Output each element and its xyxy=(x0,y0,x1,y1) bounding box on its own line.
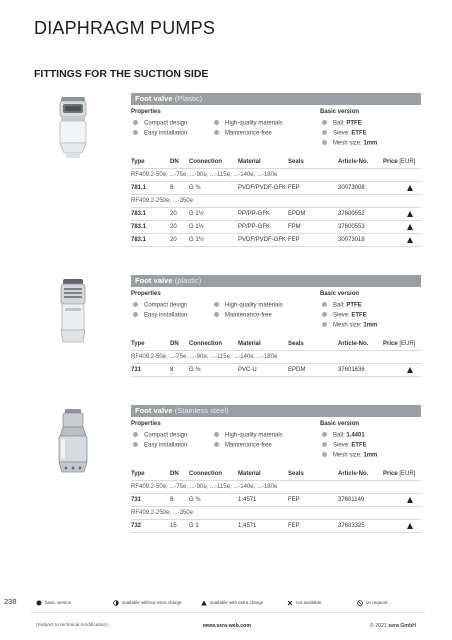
foot-valve-plastic-image-2 xyxy=(48,278,98,348)
table-row xyxy=(131,494,421,507)
basic-item: Ball: 1.4401 xyxy=(322,432,365,439)
cell-type: 732 xyxy=(131,523,142,529)
legend-basic: basic version xyxy=(36,600,71,606)
basic-item: Ball: PTFE xyxy=(322,302,362,309)
feature-item: Compact design xyxy=(133,302,187,309)
bullet-icon xyxy=(214,120,219,125)
availability-triangle-icon xyxy=(407,237,413,243)
cell-connection: G 1 xyxy=(189,523,199,529)
cell-article: 37600552 xyxy=(338,211,365,217)
basic-version-heading: Basic version xyxy=(320,421,360,427)
availability-triangle-icon xyxy=(407,523,413,529)
cell-connection: G ⅜ xyxy=(189,367,201,373)
availability-triangle-icon xyxy=(407,224,413,230)
cell-material: PVC-U xyxy=(238,367,257,373)
bullet-icon xyxy=(322,302,327,307)
foot-valve-plastic-image xyxy=(48,96,98,162)
cell-dn: 8 xyxy=(170,185,174,191)
section-title: FITTINGS FOR THE SUCTION SIDE xyxy=(34,68,209,80)
triangle-icon xyxy=(201,600,207,606)
basic-item: Ball: PTFE xyxy=(322,120,362,127)
availability-triangle-icon xyxy=(407,185,413,191)
feature-item: Maintenance-free xyxy=(214,312,272,319)
article-table xyxy=(131,468,421,533)
basic-version-heading: Basic version xyxy=(320,291,360,297)
column-header-dn: DN xyxy=(170,159,179,165)
product-name: Foot valve xyxy=(135,94,173,103)
legend-without-charge: available without extra charge xyxy=(113,600,182,606)
bullet-icon xyxy=(214,302,219,307)
bullet-icon xyxy=(322,322,327,327)
cell-connection: G 1½ xyxy=(189,237,204,243)
cell-type: 731 xyxy=(131,367,142,373)
cell-connection: G ⅜ xyxy=(189,185,201,191)
table-row xyxy=(131,182,421,195)
bullet-icon xyxy=(133,120,138,125)
feature-item: High-quality materials xyxy=(214,120,283,127)
table-header-row xyxy=(131,338,421,351)
bullet-icon xyxy=(133,130,138,135)
feature-item: Easy installation xyxy=(133,130,187,137)
bullet-icon xyxy=(214,442,219,447)
cell-seals: FPM xyxy=(288,224,301,230)
page-number: 238 xyxy=(4,597,17,606)
feature-item: Maintenance-free xyxy=(214,442,272,449)
bullet-icon xyxy=(214,130,219,135)
column-header-article: Article-No. xyxy=(338,341,369,347)
column-header-seals: Seals xyxy=(288,159,304,165)
basic-item: Mesh size: 1mm xyxy=(322,322,377,329)
cell-seals: FEP xyxy=(288,497,300,503)
column-header-price: Price [EUR] xyxy=(383,341,416,347)
cell-seals: FEP xyxy=(288,523,300,529)
cell-dn: 20 xyxy=(170,211,177,217)
cell-article: 37600553 xyxy=(338,224,365,230)
table-row xyxy=(131,520,421,533)
legend-with-charge: available with extra charge xyxy=(201,600,263,606)
bullet-icon xyxy=(322,432,327,437)
cell-connection: G 1½ xyxy=(189,224,204,230)
cell-article: 37601149 xyxy=(338,497,365,503)
copyright: © 2021 sera GmbH xyxy=(370,623,416,629)
availability-triangle-icon xyxy=(407,211,413,217)
cell-material: PVDF/PVDF-GFK xyxy=(238,237,287,243)
technical-note: (Subject to technical modification) xyxy=(36,623,108,628)
page-title: DIAPHRAGM PUMPS xyxy=(34,18,216,38)
bullet-icon xyxy=(322,140,327,145)
bullet-icon xyxy=(322,130,327,135)
table-header-row xyxy=(131,468,421,481)
column-header-connection: Connection xyxy=(189,159,222,165)
bullet-icon xyxy=(133,312,138,317)
column-header-type: Type xyxy=(131,471,145,477)
block-header xyxy=(131,93,421,105)
cell-seals: EPDM xyxy=(288,367,306,373)
feature-item: High-quality materials xyxy=(214,432,283,439)
properties-heading: Properties xyxy=(131,421,161,427)
product-name: Foot valve xyxy=(135,406,173,415)
column-header-dn: DN xyxy=(170,471,179,477)
table-row xyxy=(131,221,421,234)
footer-divider xyxy=(30,612,425,613)
bullet-icon xyxy=(322,452,327,457)
bullet-icon xyxy=(133,302,138,307)
bullet-icon xyxy=(322,442,327,447)
model-range-row: RF409.2-250e, ...-350e xyxy=(131,195,421,208)
legend-not-available: not available xyxy=(287,600,321,606)
cell-type: 783.1 xyxy=(131,224,147,230)
cell-seals: FEP xyxy=(288,237,300,243)
bullet-icon xyxy=(322,312,327,317)
availability-triangle-icon xyxy=(407,367,413,373)
cell-material: PP/PP-GFK xyxy=(238,224,271,230)
column-header-material: Material xyxy=(238,471,261,477)
model-range-row: RF409.2-50e, ...-75e, ...-90e, ...-115e, ...-140e, ...-180e xyxy=(131,169,421,182)
legend-on-request: on request xyxy=(357,600,387,606)
basic-item: Mesh size: 1mm xyxy=(322,140,377,147)
article-table xyxy=(131,156,421,247)
cell-material: 1.4571 xyxy=(238,523,257,529)
column-header-type: Type xyxy=(131,159,145,165)
feature-item: High-quality materials xyxy=(214,302,283,309)
column-header-article: Article-No. xyxy=(338,159,369,165)
column-header-connection: Connection xyxy=(189,341,222,347)
availability-triangle-icon xyxy=(407,497,413,503)
phone-icon xyxy=(357,600,363,606)
feature-item: Compact design xyxy=(133,432,187,439)
cell-dn: 20 xyxy=(170,237,177,243)
column-header-material: Material xyxy=(238,159,261,165)
cross-icon xyxy=(287,600,293,606)
cell-article: 30073018 xyxy=(338,237,365,243)
basic-item: Sieve: ETFE xyxy=(322,442,367,449)
column-header-seals: Seals xyxy=(288,341,304,347)
article-table xyxy=(131,338,421,377)
block-header xyxy=(131,275,421,287)
half-circle-icon xyxy=(113,600,119,606)
basic-item: Sieve: ETFE xyxy=(322,312,367,319)
product-material: (Plastic) xyxy=(174,94,203,103)
cell-dn: 15 xyxy=(170,523,177,529)
column-header-type: Type xyxy=(131,341,145,347)
column-header-price: Price [EUR] xyxy=(383,159,416,165)
cell-type: 783.1 xyxy=(131,237,147,243)
cell-article: 30073008 xyxy=(338,185,365,191)
basic-item: Mesh size: 1mm xyxy=(322,452,377,459)
column-header-dn: DN xyxy=(170,341,179,347)
table-row xyxy=(131,208,421,221)
cell-dn: 20 xyxy=(170,224,177,230)
cell-material: 1.4571 xyxy=(238,497,257,503)
website-link[interactable]: www.sera-web.com xyxy=(203,623,251,629)
properties-heading: Properties xyxy=(131,291,161,297)
cell-type: 783.1 xyxy=(131,211,147,217)
basic-item: Sieve: ETFE xyxy=(322,130,367,137)
feature-item: Maintenance-free xyxy=(214,130,272,137)
cell-seals: EPDM xyxy=(288,211,306,217)
feature-item: Compact design xyxy=(133,120,187,127)
table-row xyxy=(131,234,421,247)
cell-type: 781.1 xyxy=(131,185,147,191)
model-range-row: RF409.2-250e, ...-350e xyxy=(131,507,421,520)
column-header-price: Price [EUR] xyxy=(383,471,416,477)
product-material: (Stainless steel) xyxy=(174,406,229,415)
cell-material: PVDF/PVDF-GFK xyxy=(238,185,287,191)
product-material: (plastic) xyxy=(174,276,202,285)
column-header-material: Material xyxy=(238,341,261,347)
feature-item: Easy installation xyxy=(133,442,187,449)
column-header-article: Article-No. xyxy=(338,471,369,477)
block-header xyxy=(131,405,421,417)
cell-material: PP/PP-GFK xyxy=(238,211,271,217)
cell-article: 37603325 xyxy=(338,523,365,529)
bullet-icon xyxy=(133,442,138,447)
filled-circle-icon xyxy=(36,600,42,606)
table-header-row xyxy=(131,156,421,169)
model-range-row: RF409.2-50e, ...-75e, ...-90e, ...-115e, ...-140e, ...-180e xyxy=(131,351,421,364)
cell-connection: G ⅜ xyxy=(189,497,201,503)
product-name: Foot valve xyxy=(135,276,173,285)
model-range-row: RF409.2-50e, ...-75e, ...-90e, ...-115e, ...-140e, ...-180e xyxy=(131,481,421,494)
cell-seals: FEP xyxy=(288,185,300,191)
bullet-icon xyxy=(322,120,327,125)
cell-type: 731 xyxy=(131,497,142,503)
column-header-connection: Connection xyxy=(189,471,222,477)
cell-dn: 8 xyxy=(170,497,174,503)
basic-version-heading: Basic version xyxy=(320,109,360,115)
bullet-icon xyxy=(133,432,138,437)
foot-valve-stainless-image xyxy=(48,408,98,478)
bullet-icon xyxy=(214,432,219,437)
feature-item: Easy installation xyxy=(133,312,187,319)
table-row xyxy=(131,364,421,377)
bullet-icon xyxy=(214,312,219,317)
cell-dn: 8 xyxy=(170,367,174,373)
properties-heading: Properties xyxy=(131,109,161,115)
cell-connection: G 1½ xyxy=(189,211,204,217)
cell-article: 37601636 xyxy=(338,367,365,373)
column-header-seals: Seals xyxy=(288,471,304,477)
